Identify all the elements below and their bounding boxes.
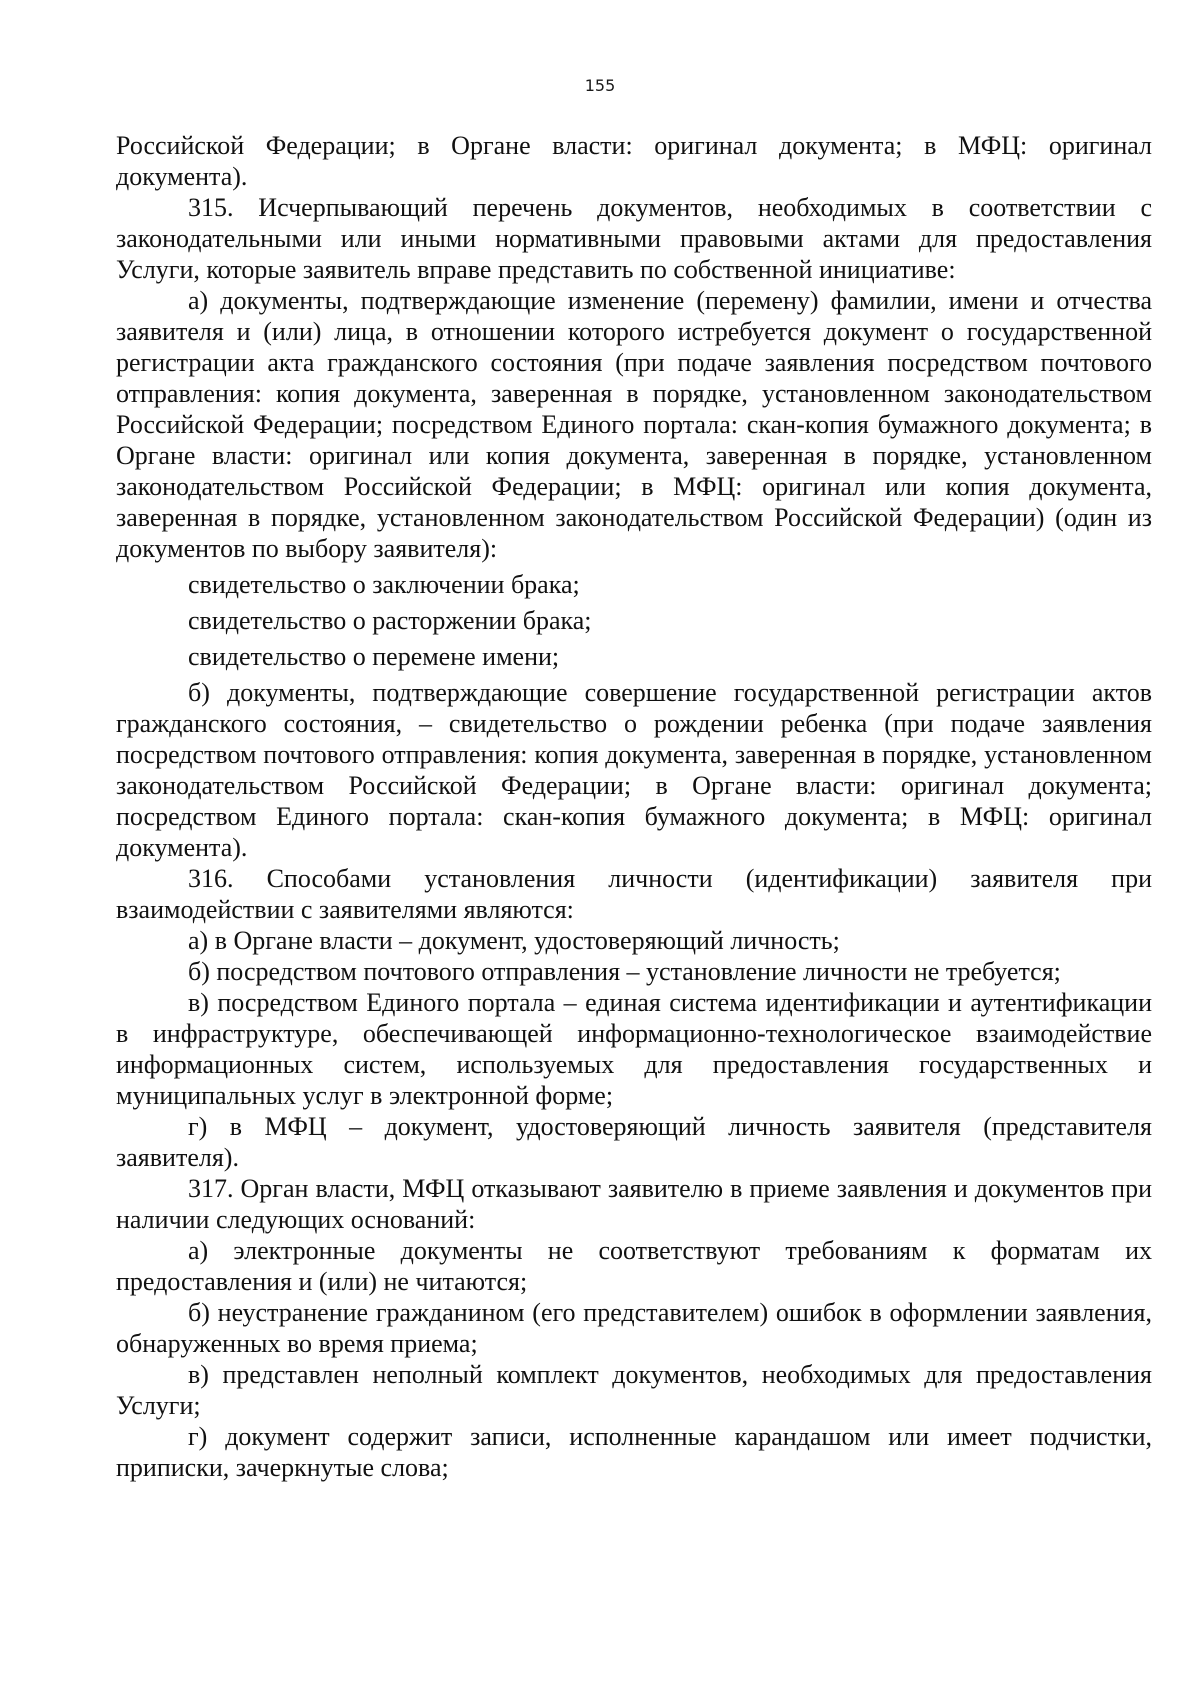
paragraph-317-b: б) неустранение гражданином (его представителем) ошибок в оформлении заявления, обнаруженных во время приема;	[116, 1298, 1152, 1358]
paragraph-316: 316. Способами установления личности (идентификации) заявителя при взаимодействии с заявителями являются:	[116, 864, 1152, 924]
paragraph-317-v: в) представлен неполный комплект документов, необходимых для предоставления Услуги;	[116, 1360, 1152, 1420]
document-body	[116, 130, 1152, 1483]
paragraph-315-a: а) документы, подтверждающие изменение (перемену) фамилии, имени и отчества заявителя и (или) лица, в отношении которого истребуется документ о государственной регистрации акта гражданского состояния (при подаче заявления посредством почтового отправления: копия документа, заверенная в порядке, установленном законодательством Российской Федерации; посредством Единого портала: скан-копия бумажного документа; в Органе власти: оригинал или копия документа, заверенная в порядке, установленном законодательством Российской Федерации; в МФЦ: оригинал или копия документа, заверенная в порядке, установленном законодательством Российской Федерации) (один из документов по выбору заявителя):	[116, 286, 1152, 563]
paragraph-continuation: Российской Федерации; в Органе власти: оригинал документа; в МФЦ: оригинал документа).	[116, 131, 1152, 191]
list-item-marriage-certificate: свидетельство о заключении брака;	[188, 570, 580, 599]
paragraph-317-g: г) документ содержит записи, исполненные карандашом или имеет подчистки, приписки, зачеркнутые слова;	[116, 1422, 1152, 1482]
paragraph-316-v: в) посредством Единого портала – единая система идентификации и аутентификации в инфраструктуре, обеспечивающей информационно-технологическое взаимодействие информационных систем, используемых для предоставления государственных и муниципальных услуг в электронной форме;	[116, 988, 1152, 1110]
paragraph-317: 317. Орган власти, МФЦ отказывают заявителю в приеме заявления и документов при наличии следующих оснований:	[116, 1174, 1152, 1234]
paragraph-315-b: б) документы, подтверждающие совершение государственной регистрации актов гражданского состояния, – свидетельство о рождении ребенка (при подаче заявления посредством почтового отправления: копия документа, заверенная в порядке, установленном законодательством Российской Федерации; в Органе власти: оригинал документа; посредством Единого портала: скан-копия бумажного документа; в МФЦ: оригинал документа).	[116, 678, 1152, 862]
paragraph-317-a: а) электронные документы не соответствуют требованиям к форматам их предоставления и (или) не читаются;	[116, 1236, 1152, 1296]
paragraph-316-a: а) в Органе власти – документ, удостоверяющий личность;	[188, 926, 840, 955]
page-number: 155	[584, 76, 616, 95]
list-item-divorce-certificate: свидетельство о расторжении брака;	[188, 606, 592, 635]
paragraph-315: 315. Исчерпывающий перечень документов, необходимых в соответствии с законодательными или иными нормативными правовыми актами для предоставления Услуги, которые заявитель вправе представить по собственной инициативе:	[116, 193, 1152, 284]
list-item-name-change-certificate: свидетельство о перемене имени;	[188, 642, 560, 671]
paragraph-316-b: б) посредством почтового отправления – установление личности не требуется;	[188, 957, 1061, 986]
paragraph-316-g: г) в МФЦ – документ, удостоверяющий личность заявителя (представителя заявителя).	[116, 1112, 1152, 1172]
